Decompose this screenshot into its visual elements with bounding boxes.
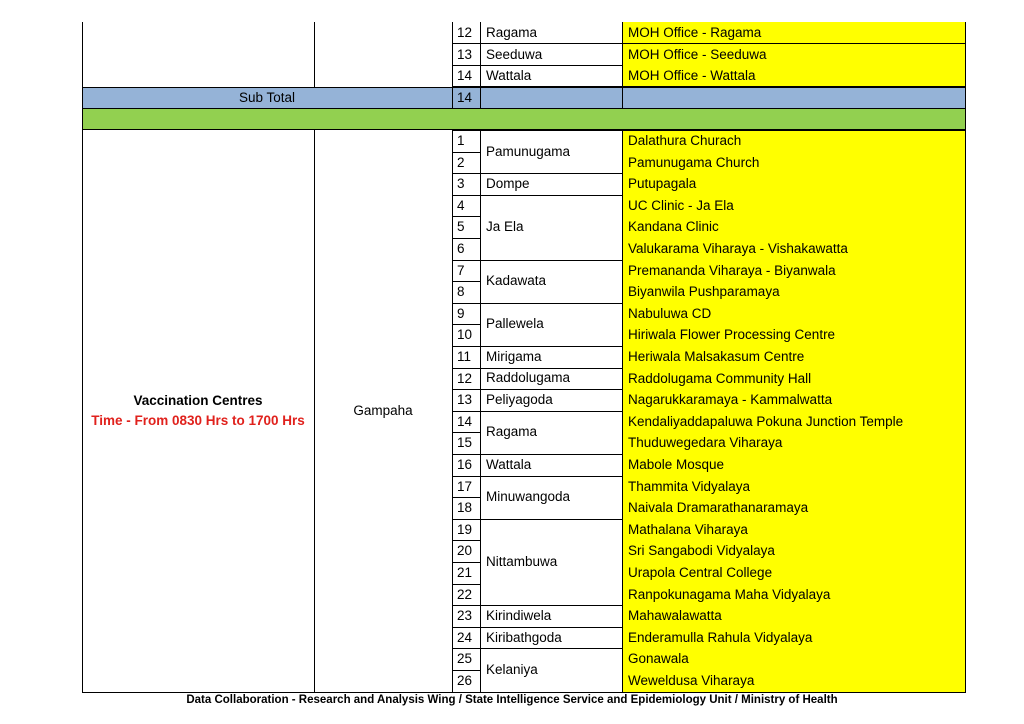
town-name: Wattala xyxy=(486,456,532,472)
row-number: 11 xyxy=(457,349,472,364)
town-name: Ragama xyxy=(486,424,538,440)
location-name: Mabole Mosque xyxy=(628,457,725,472)
town-name: Nittambuwa xyxy=(486,553,558,569)
location-name: Nagarukkaramaya - Kammalwatta xyxy=(628,392,833,408)
town-name: Peliyagoda xyxy=(486,391,553,407)
town-name: Wattala xyxy=(486,68,532,83)
location-name: Thuduwegedara Viharaya xyxy=(628,435,783,451)
location-name: MOH Office - Seeduwa xyxy=(628,47,767,62)
row-number: 1 xyxy=(457,133,465,148)
location-name: Mathalana Viharaya xyxy=(628,521,748,537)
location-name: Putupagala xyxy=(628,176,697,192)
row-number: 9 xyxy=(457,305,465,321)
subtotal-value: 14 xyxy=(457,90,473,105)
row-number: 3 xyxy=(457,176,465,192)
grid-line xyxy=(314,22,315,87)
row-number: 15 xyxy=(457,435,473,451)
location-name: Sri Sangabodi Vidyalaya xyxy=(628,543,775,559)
grid-line xyxy=(480,130,481,693)
location-name: Biyanwila Pushparamaya xyxy=(628,284,780,300)
town-name: Mirigama xyxy=(486,348,542,364)
location-name: Pamunugama Church xyxy=(628,154,760,170)
grid-line xyxy=(965,22,966,87)
grid-line xyxy=(82,109,83,130)
location-name: Thammita Vidyalaya xyxy=(628,478,751,494)
row-number: 10 xyxy=(457,327,473,343)
row-number: 14 xyxy=(457,413,473,429)
grid-line xyxy=(480,87,481,109)
location-name: Heriwala Malsakasum Centre xyxy=(628,349,805,364)
row-number: 7 xyxy=(457,262,465,278)
town-name: Kelaniya xyxy=(486,661,538,677)
row-number: 12 xyxy=(457,370,473,386)
location-name: Naivala Dramarathanaramaya xyxy=(628,500,809,516)
town-name: Dompe xyxy=(486,175,530,191)
town-name: Raddolugama xyxy=(486,370,571,386)
row-number: 20 xyxy=(457,543,473,559)
grid-line xyxy=(965,87,966,109)
section-time: Time - From 0830 Hrs to 1700 Hrs xyxy=(91,412,305,428)
district-name: Gampaha xyxy=(353,402,413,418)
location-name: Raddolugama Community Hall xyxy=(628,370,812,386)
grid-line xyxy=(480,22,481,87)
town-name: Kiribathgoda xyxy=(486,629,562,645)
town-name: Ragama xyxy=(486,25,538,40)
row-number: 18 xyxy=(457,500,473,516)
row-number: 8 xyxy=(457,284,465,300)
location-name: Valukarama Viharaya - Vishakawatta xyxy=(628,241,848,256)
town-name: Pamunugama xyxy=(486,143,571,159)
grid-line xyxy=(452,130,453,693)
town-name: Ja Ela xyxy=(486,219,524,235)
location-name: Enderamulla Rahula Vidyalaya xyxy=(628,629,813,645)
location-name: MOH Office - Wattala xyxy=(628,68,756,83)
row-number: 19 xyxy=(457,521,473,537)
grid-line xyxy=(622,130,623,693)
row-number: 14 xyxy=(457,68,473,83)
row-number: 22 xyxy=(457,586,473,602)
town-name: Kirindiwela xyxy=(486,607,552,623)
location-name: Hiriwala Flower Processing Centre xyxy=(628,327,836,343)
row-number: 23 xyxy=(457,608,473,624)
grid-line xyxy=(82,87,966,88)
row-number: 13 xyxy=(457,392,473,408)
footer-credit: Data Collaboration - Research and Analysis Wing / State Intelligence Service and Epidemiology Unit / Ministry of Health xyxy=(186,694,838,706)
section-separator xyxy=(82,109,965,129)
grid-line xyxy=(452,87,453,109)
row-number: 12 xyxy=(457,25,473,40)
location-name: Kendaliyaddapaluwa Pokuna Junction Temple xyxy=(628,413,904,429)
row-number: 24 xyxy=(457,629,473,645)
grid-line xyxy=(452,130,966,131)
location-name: Urapola Central College xyxy=(628,565,773,580)
subtotal-label: Sub Total xyxy=(238,90,296,105)
location-name: UC Clinic - Ja Ela xyxy=(628,197,734,213)
grid-line xyxy=(82,22,83,87)
town-name: Minuwangoda xyxy=(486,489,571,505)
grid-line xyxy=(452,22,453,87)
town-name: Pallewela xyxy=(486,316,544,332)
location-name: Mahawalawatta xyxy=(628,608,722,624)
row-number: 4 xyxy=(457,197,465,213)
section-title: Vaccination Centres xyxy=(133,392,263,408)
grid-line xyxy=(622,87,623,109)
location-name: Nabuluwa CD xyxy=(628,305,712,321)
location-name: Dalathura Churach xyxy=(628,133,742,148)
grid-line xyxy=(314,130,315,693)
row-number: 2 xyxy=(457,154,465,170)
grid-line xyxy=(82,87,83,109)
location-name: MOH Office - Ragama xyxy=(628,25,762,40)
location-name: Weweldusa Viharaya xyxy=(628,673,755,688)
location-name: Ranpokunagama Maha Vidyalaya xyxy=(628,586,831,602)
row-number: 25 xyxy=(457,651,473,667)
row-number: 6 xyxy=(457,241,465,256)
grid-line xyxy=(965,130,966,693)
location-name: Gonawala xyxy=(628,651,689,667)
grid-line xyxy=(622,22,623,87)
town-name: Kadawata xyxy=(486,273,547,289)
grid-line xyxy=(82,130,83,693)
row-number: 13 xyxy=(457,47,473,62)
town-name: Seeduwa xyxy=(486,47,543,62)
row-number: 17 xyxy=(457,478,473,494)
row-number: 26 xyxy=(457,673,473,688)
row-number: 21 xyxy=(457,565,473,580)
location-name: Kandana Clinic xyxy=(628,219,719,235)
location-name: Premananda Viharaya - Biyanwala xyxy=(628,262,836,278)
grid-line xyxy=(965,109,966,130)
row-number: 5 xyxy=(457,219,465,235)
row-number: 16 xyxy=(457,457,473,472)
